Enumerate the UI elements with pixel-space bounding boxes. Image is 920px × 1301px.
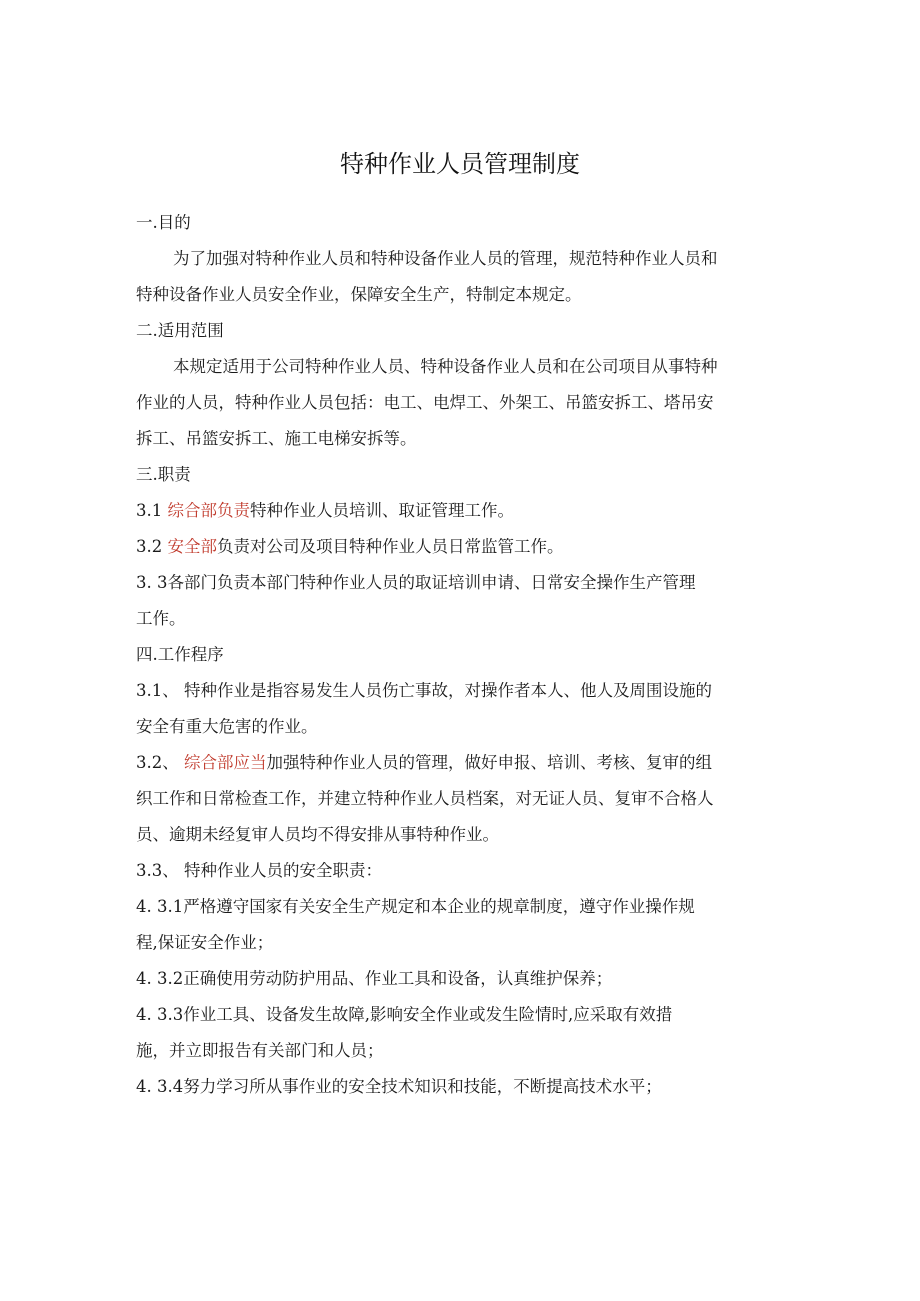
section-heading-scope: 二.适用范围	[136, 321, 224, 340]
paragraph-line: 织工作和日常检查工作，并建立特种作业人员档案，对无证人员、复审不合格人	[136, 789, 714, 808]
paragraph-line: 员、逾期未经复审人员均不得安排从事特种作业。	[136, 825, 499, 844]
paragraph-line: 程,保证安全作业；	[136, 933, 274, 952]
paragraph-line: 3.3、 特种作业人员的安全职责：	[136, 861, 382, 880]
item-number: 3.2、	[136, 753, 184, 772]
document-body	[136, 205, 788, 1105]
duty-item-3-1	[136, 493, 788, 529]
item-text: 特种作业人员培训、取证管理工作。	[250, 501, 514, 520]
item-text: 加强特种作业人员的管理，做好申报、培训、考核、复审的组	[266, 753, 712, 772]
section-heading-procedure: 四.工作程序	[136, 645, 224, 664]
paragraph-line: 作业的人员，特种作业人员包括：电工、电焊工、外架工、吊篮安拆工、塔吊安	[136, 393, 714, 412]
paragraph-line: 3. 3各部门负责本部门特种作业人员的取证培训申请、日常安全操作生产管理	[136, 573, 696, 592]
page-title: 特种作业人员管理制度	[340, 150, 580, 178]
paragraph-line: 为了加强对特种作业人员和特种设备作业人员的管理，规范特种作业人员和	[173, 249, 718, 268]
duty-item-3-2	[136, 529, 788, 565]
item-number: 3.1	[136, 501, 168, 520]
paragraph-line: 4. 3.1严格遵守国家有关安全生产规定和本企业的规章制度，遵守作业操作规	[136, 897, 695, 916]
highlighted-department: 综合部负责	[167, 501, 250, 520]
paragraph-line: 4. 3.4努力学习所从事作业的安全技术知识和技能，不断提高技术水平；	[136, 1077, 662, 1096]
paragraph-line: 施，并立即报告有关部门和人员；	[136, 1041, 384, 1060]
item-number: 3.2	[136, 537, 168, 556]
section-heading-duties: 三.职责	[136, 465, 191, 484]
paragraph-line: 本规定适用于公司特种作业人员、特种设备作业人员和在公司项目从事特种	[173, 357, 718, 376]
paragraph-line: 4. 3.3作业工具、设备发生故障,影响安全作业或发生险情时,应采取有效措	[136, 1005, 673, 1024]
section-heading-purpose: 一.目的	[136, 213, 191, 232]
paragraph-line: 特种设备作业人员安全作业，保障安全生产，特制定本规定。	[136, 285, 582, 304]
item-text: 负责对公司及项目特种作业人员日常监管工作。	[217, 537, 564, 556]
highlighted-department: 综合部应当	[184, 753, 267, 772]
paragraph-line: 拆工、吊篮安拆工、施工电梯安拆等。	[136, 429, 417, 448]
highlighted-department: 安全部	[167, 537, 217, 556]
paragraph-line: 3.1、 特种作业是指容易发生人员伤亡事故，对操作者本人、他人及周围设施的	[136, 681, 712, 700]
paragraph-line: 4. 3.2正确使用劳动防护用品、作业工具和设备，认真维护保养；	[136, 969, 613, 988]
paragraph-line: 工作。	[136, 609, 186, 628]
procedure-item-3-2	[136, 745, 788, 781]
paragraph-line: 安全有重大危害的作业。	[136, 717, 318, 736]
